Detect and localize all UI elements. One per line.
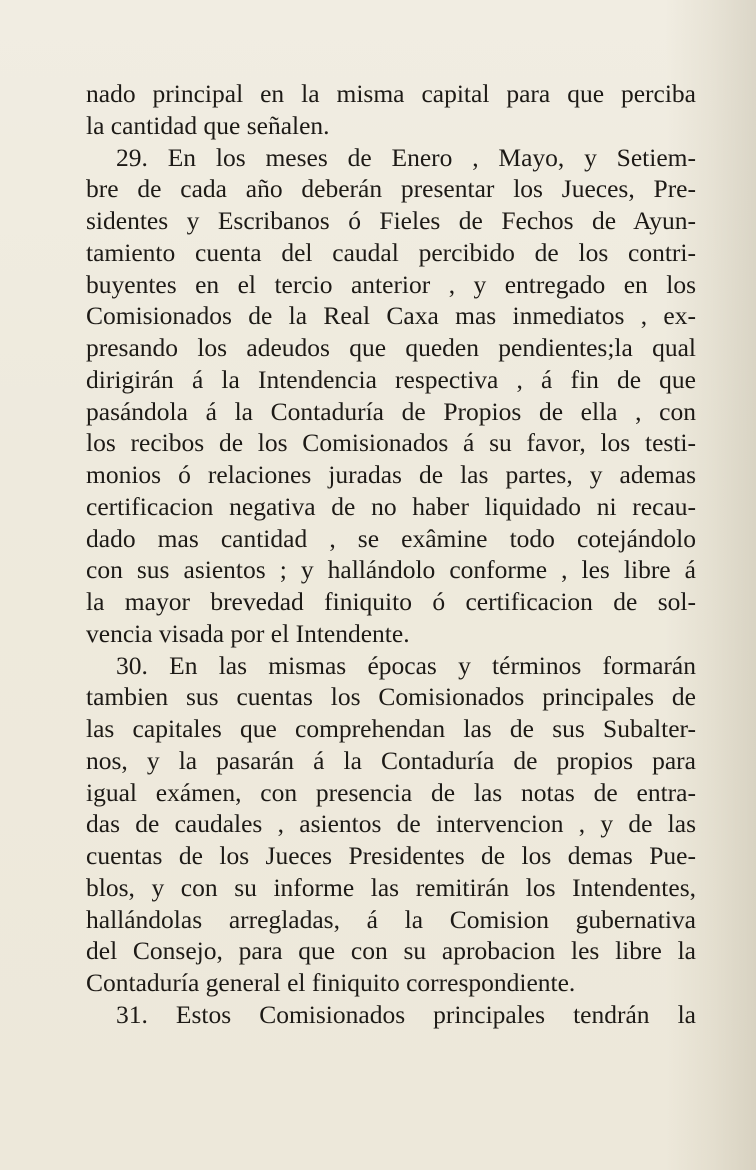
text-line: buyentes en el tercio anterior , y entregado en los: [86, 269, 696, 299]
paragraph-29-start: 29. En los meses de Enero , Mayo, y Setiem-: [116, 142, 696, 172]
paragraph-31-start: 31. Estos Comisionados principales tendrán la: [116, 999, 696, 1029]
text-line: bre de cada año deberán presentar los Jueces, Pre-: [86, 174, 696, 204]
text-line: la cantidad que señalen.: [86, 110, 330, 140]
text-line: certificacion negativa de no haber liquidado ni recau-: [86, 491, 696, 521]
text-line: con sus asientos ; y hallándolo conforme , les libre á: [86, 555, 696, 585]
text-line: hallándolas arregladas, á la Comision gubernativa: [86, 904, 696, 934]
text-line: vencia visada por el Intendente.: [86, 618, 410, 648]
body-text: [86, 78, 696, 1031]
text-line: tamiento cuenta del caudal percibido de los contri-: [86, 237, 696, 267]
text-line: nado principal en la misma capital para que perciba: [86, 79, 696, 108]
text-line: la mayor brevedad finiquito ó certificacion de sol-: [86, 587, 696, 616]
text-line: las capitales que comprehendan las de sus Subalter-: [86, 714, 696, 743]
text-line: nos, y la pasarán á la Contaduría de propios para: [86, 745, 696, 775]
text-line: blos, y con su informe las remitirán los Intendentes,: [86, 872, 696, 902]
text-line: dirigirán á la Intendencia respectiva , á fin de que: [86, 364, 696, 394]
text-line: presando los adeudos que queden pendientes;la qual: [86, 333, 696, 362]
paragraph-30-start: 30. En las mismas épocas y términos formarán: [116, 650, 696, 680]
text-line: Contaduría general el finiquito correspondiente.: [86, 968, 576, 997]
text-line: del Consejo, para que con su aprobacion les libre la: [86, 936, 696, 966]
text-line: igual exámen, con presencia de las notas de entra-: [86, 777, 696, 807]
text-line: pasándola á la Contaduría de Propios de ella , con: [86, 396, 696, 426]
text-line: sidentes y Escribanos ó Fieles de Fechos de Ayun-: [86, 206, 696, 235]
text-line: los recibos de los Comisionados á su favor, los testi-: [86, 428, 696, 458]
text-line: tambien sus cuentas los Comisionados principales de: [86, 682, 696, 712]
text-line: das de caudales , asientos de intervencion , y de las: [86, 809, 696, 839]
text-line: cuentas de los Jueces Presidentes de los demas Pue-: [86, 841, 696, 870]
text-line: dado mas cantidad , se exâmine todo cotejándolo: [86, 523, 696, 553]
text-line: Comisionados de la Real Caxa mas inmediatos , ex-: [86, 301, 696, 331]
text-line: monios ó relaciones juradas de las partes, y ademas: [86, 460, 696, 489]
